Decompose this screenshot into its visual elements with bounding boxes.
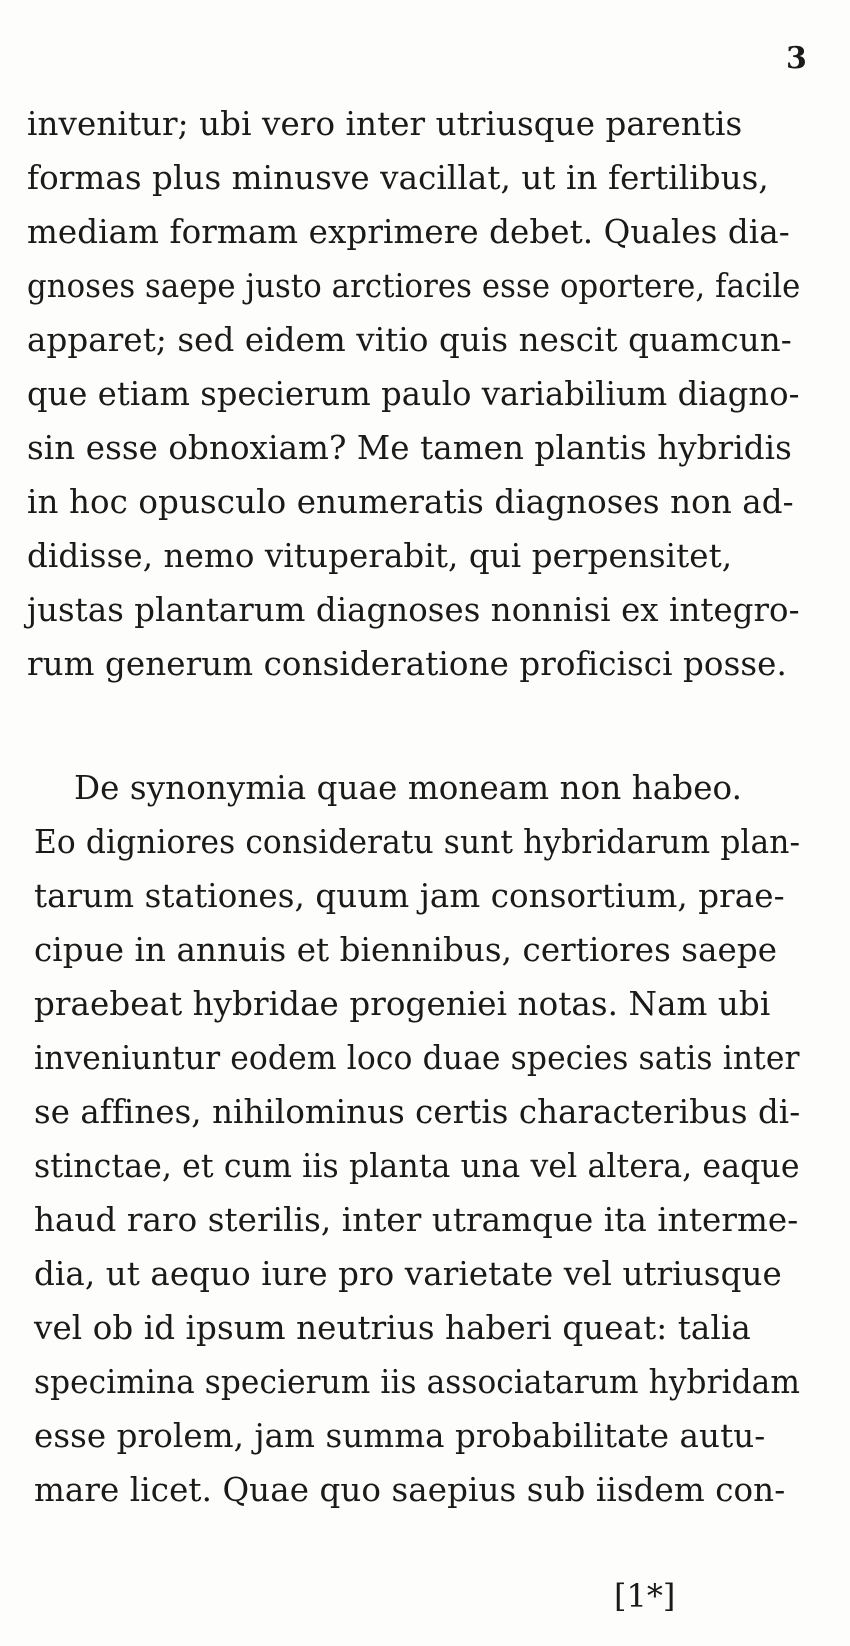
text-line: inveniuntur eodem loco duae species satis inter [34, 1039, 800, 1077]
text-line: in hoc opusculo enumeratis diagnoses non ad- [27, 483, 794, 521]
text-line: mare licet. Quae quo saepius sub iisdem con- [34, 1471, 786, 1509]
text-line: specimina specierum iis associatarum hybridam [34, 1363, 800, 1401]
text-line: sin esse obnoxiam? Me tamen plantis hybridis [27, 429, 792, 467]
page-number: 3 [786, 41, 807, 76]
text-line: apparet; sed eidem vitio quis nescit quamcun- [27, 321, 792, 359]
text-line: justas plantarum diagnoses nonnisi ex integro- [27, 591, 800, 629]
text-line: didisse, nemo vituperabit, qui perpensitet, [27, 537, 733, 575]
text-line: se affines, nihilominus certis characteribus di- [34, 1093, 801, 1131]
text-line: stinctae, et cum iis planta una vel altera, eaque [34, 1147, 800, 1185]
text-line: invenitur; ubi vero inter utriusque parentis [27, 105, 743, 143]
signature-mark: [1*] [614, 1577, 676, 1615]
text-line: dia, ut aequo iure pro varietate vel utriusque [34, 1255, 782, 1293]
text-line: rum generum consideratione proficisci posse. [27, 645, 787, 683]
text-line: esse prolem, jam summa probabilitate autu- [34, 1417, 766, 1455]
text-line: mediam formam exprimere debet. Quales dia- [27, 213, 790, 251]
text-line: haud raro sterilis, inter utramque ita interme- [34, 1201, 799, 1239]
text-line: Eo digniores consideratu sunt hybridarum plan- [34, 823, 801, 861]
text-line: cipue in annuis et biennibus, certiores saepe [34, 931, 778, 969]
text-line: gnoses saepe justo arctiores esse oportere, facile [27, 267, 801, 305]
text-line: que etiam specierum paulo variabilium diagno- [27, 375, 800, 413]
text-line: praebeat hybridae progeniei notas. Nam ubi [34, 985, 771, 1023]
text-line: vel ob id ipsum neutrius haberi queat: talia [34, 1309, 751, 1347]
text-line: De synonymia quae moneam non habeo. [74, 769, 743, 807]
text-line: tarum stationes, quum jam consortium, prae- [34, 877, 785, 915]
text-line: formas plus minusve vacillat, ut in fertilibus, [27, 159, 769, 197]
